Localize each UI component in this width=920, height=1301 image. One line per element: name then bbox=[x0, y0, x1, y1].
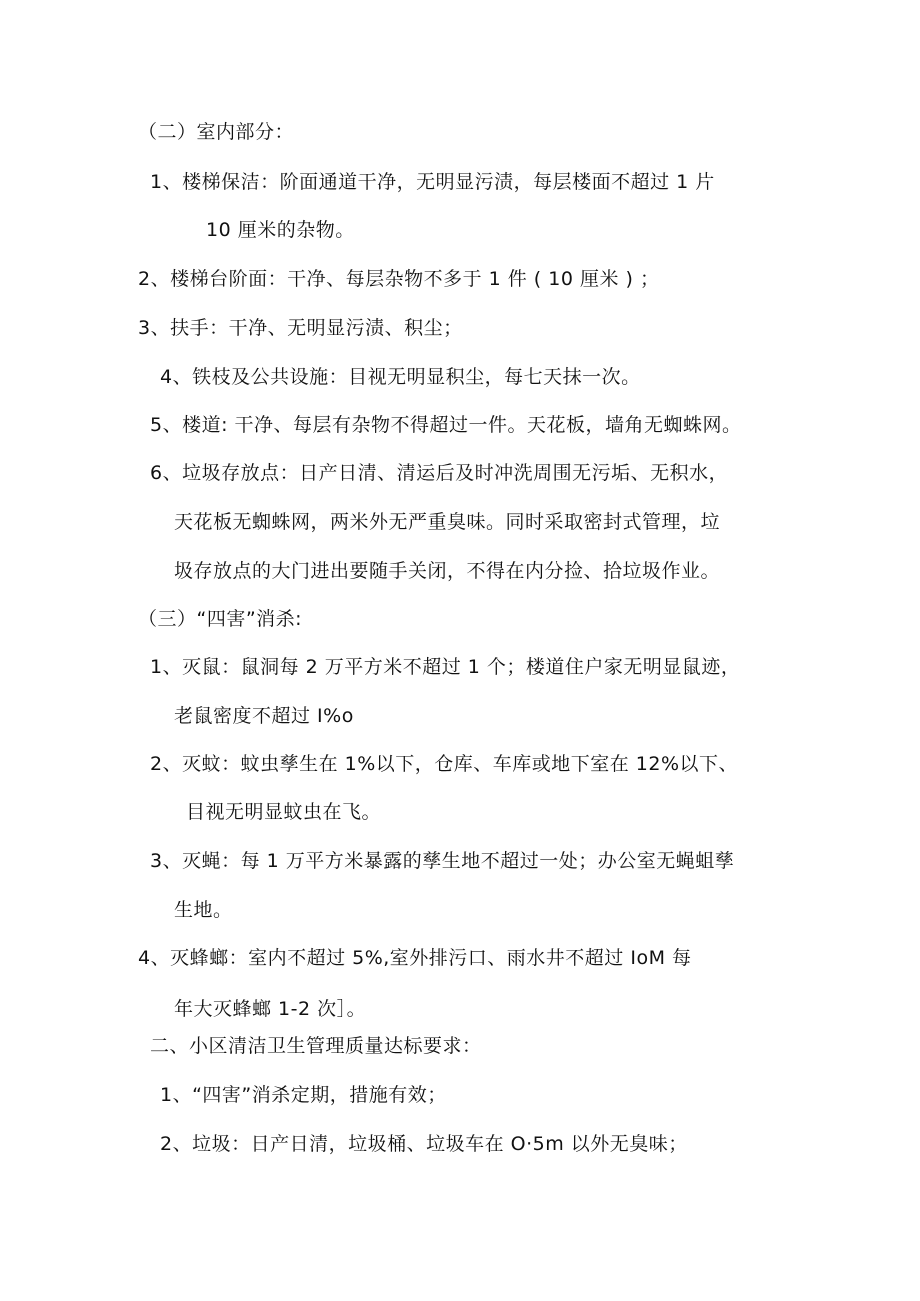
item-mosquitoes-cont: 目视无明显蚊虫在飞。 bbox=[186, 801, 382, 823]
item-rodents: 1、灭鼠：鼠洞每 2 万平方米不超过 1 个；楼道住户家无明显鼠迹， bbox=[150, 656, 741, 678]
item-garbage-point-cont-2: 圾存放点的大门进出要随手关闭，不得在内分捡、拾垃圾作业。 bbox=[174, 560, 721, 582]
item-stair-steps: 2、楼梯台阶面：干净、每层杂物不多于 1 件 ( 10 厘米 ) ； bbox=[138, 268, 660, 290]
item-pest-control-schedule: 1、“四害”消杀定期，措施有效； bbox=[160, 1084, 447, 1106]
section-heading-standards: 二、小区清洁卫生管理质量达标要求： bbox=[150, 1035, 482, 1057]
item-handrail: 3、扶手：干净、无明显污渍、积尘； bbox=[138, 317, 463, 339]
item-mosquitoes: 2、灭蚊：蚊虫孳生在 1%以下，仓库、车库或地下室在 12%以下、 bbox=[150, 753, 739, 775]
item-rodents-cont: 老鼠密度不超过 I%o bbox=[174, 705, 354, 727]
item-garbage-point: 6、垃圾存放点：日产日清、清运后及时冲洗周围无污垢、无积水， bbox=[150, 462, 729, 484]
section-heading-indoor: （二）室内部分： bbox=[138, 121, 295, 143]
item-corridor: 5、楼道: 干净、每层有杂物不得超过一件。天花板，墙角无蜘蛛网。 bbox=[150, 414, 742, 436]
item-railings-facilities: 4、铁枝及公共设施：目视无明显积尘，每七天抹一次。 bbox=[160, 366, 641, 388]
item-garbage-point-cont-1: 天花板无蜘蛛网，两米外无严重臭味。同时采取密封式管理，垃 bbox=[174, 511, 721, 533]
item-cockroaches: 4、灭蜂螂：室内不超过 5%,室外排污口、雨水井不超过 IoM 每 bbox=[138, 947, 692, 969]
item-flies-cont: 生地。 bbox=[174, 899, 233, 921]
item-cockroaches-cont: 年大灭蜂螂 1-2 次］。 bbox=[174, 998, 367, 1020]
item-flies: 3、灭蝇：每 1 万平方米暴露的孳生地不超过一处；办公室无蝇蛆孳 bbox=[150, 850, 735, 872]
section-heading-pests: （三）“四害”消杀: bbox=[138, 608, 303, 630]
item-stair-cleaning-cont: 10 厘米的杂物。 bbox=[206, 219, 355, 241]
item-garbage-daily: 2、垃圾：日产日清，垃圾桶、垃圾车在 O·5m 以外无臭味； bbox=[160, 1133, 688, 1155]
item-stair-cleaning: 1、楼梯保洁：阶面通道干净，无明显污渍，每层楼面不超过 1 片 bbox=[150, 171, 715, 193]
